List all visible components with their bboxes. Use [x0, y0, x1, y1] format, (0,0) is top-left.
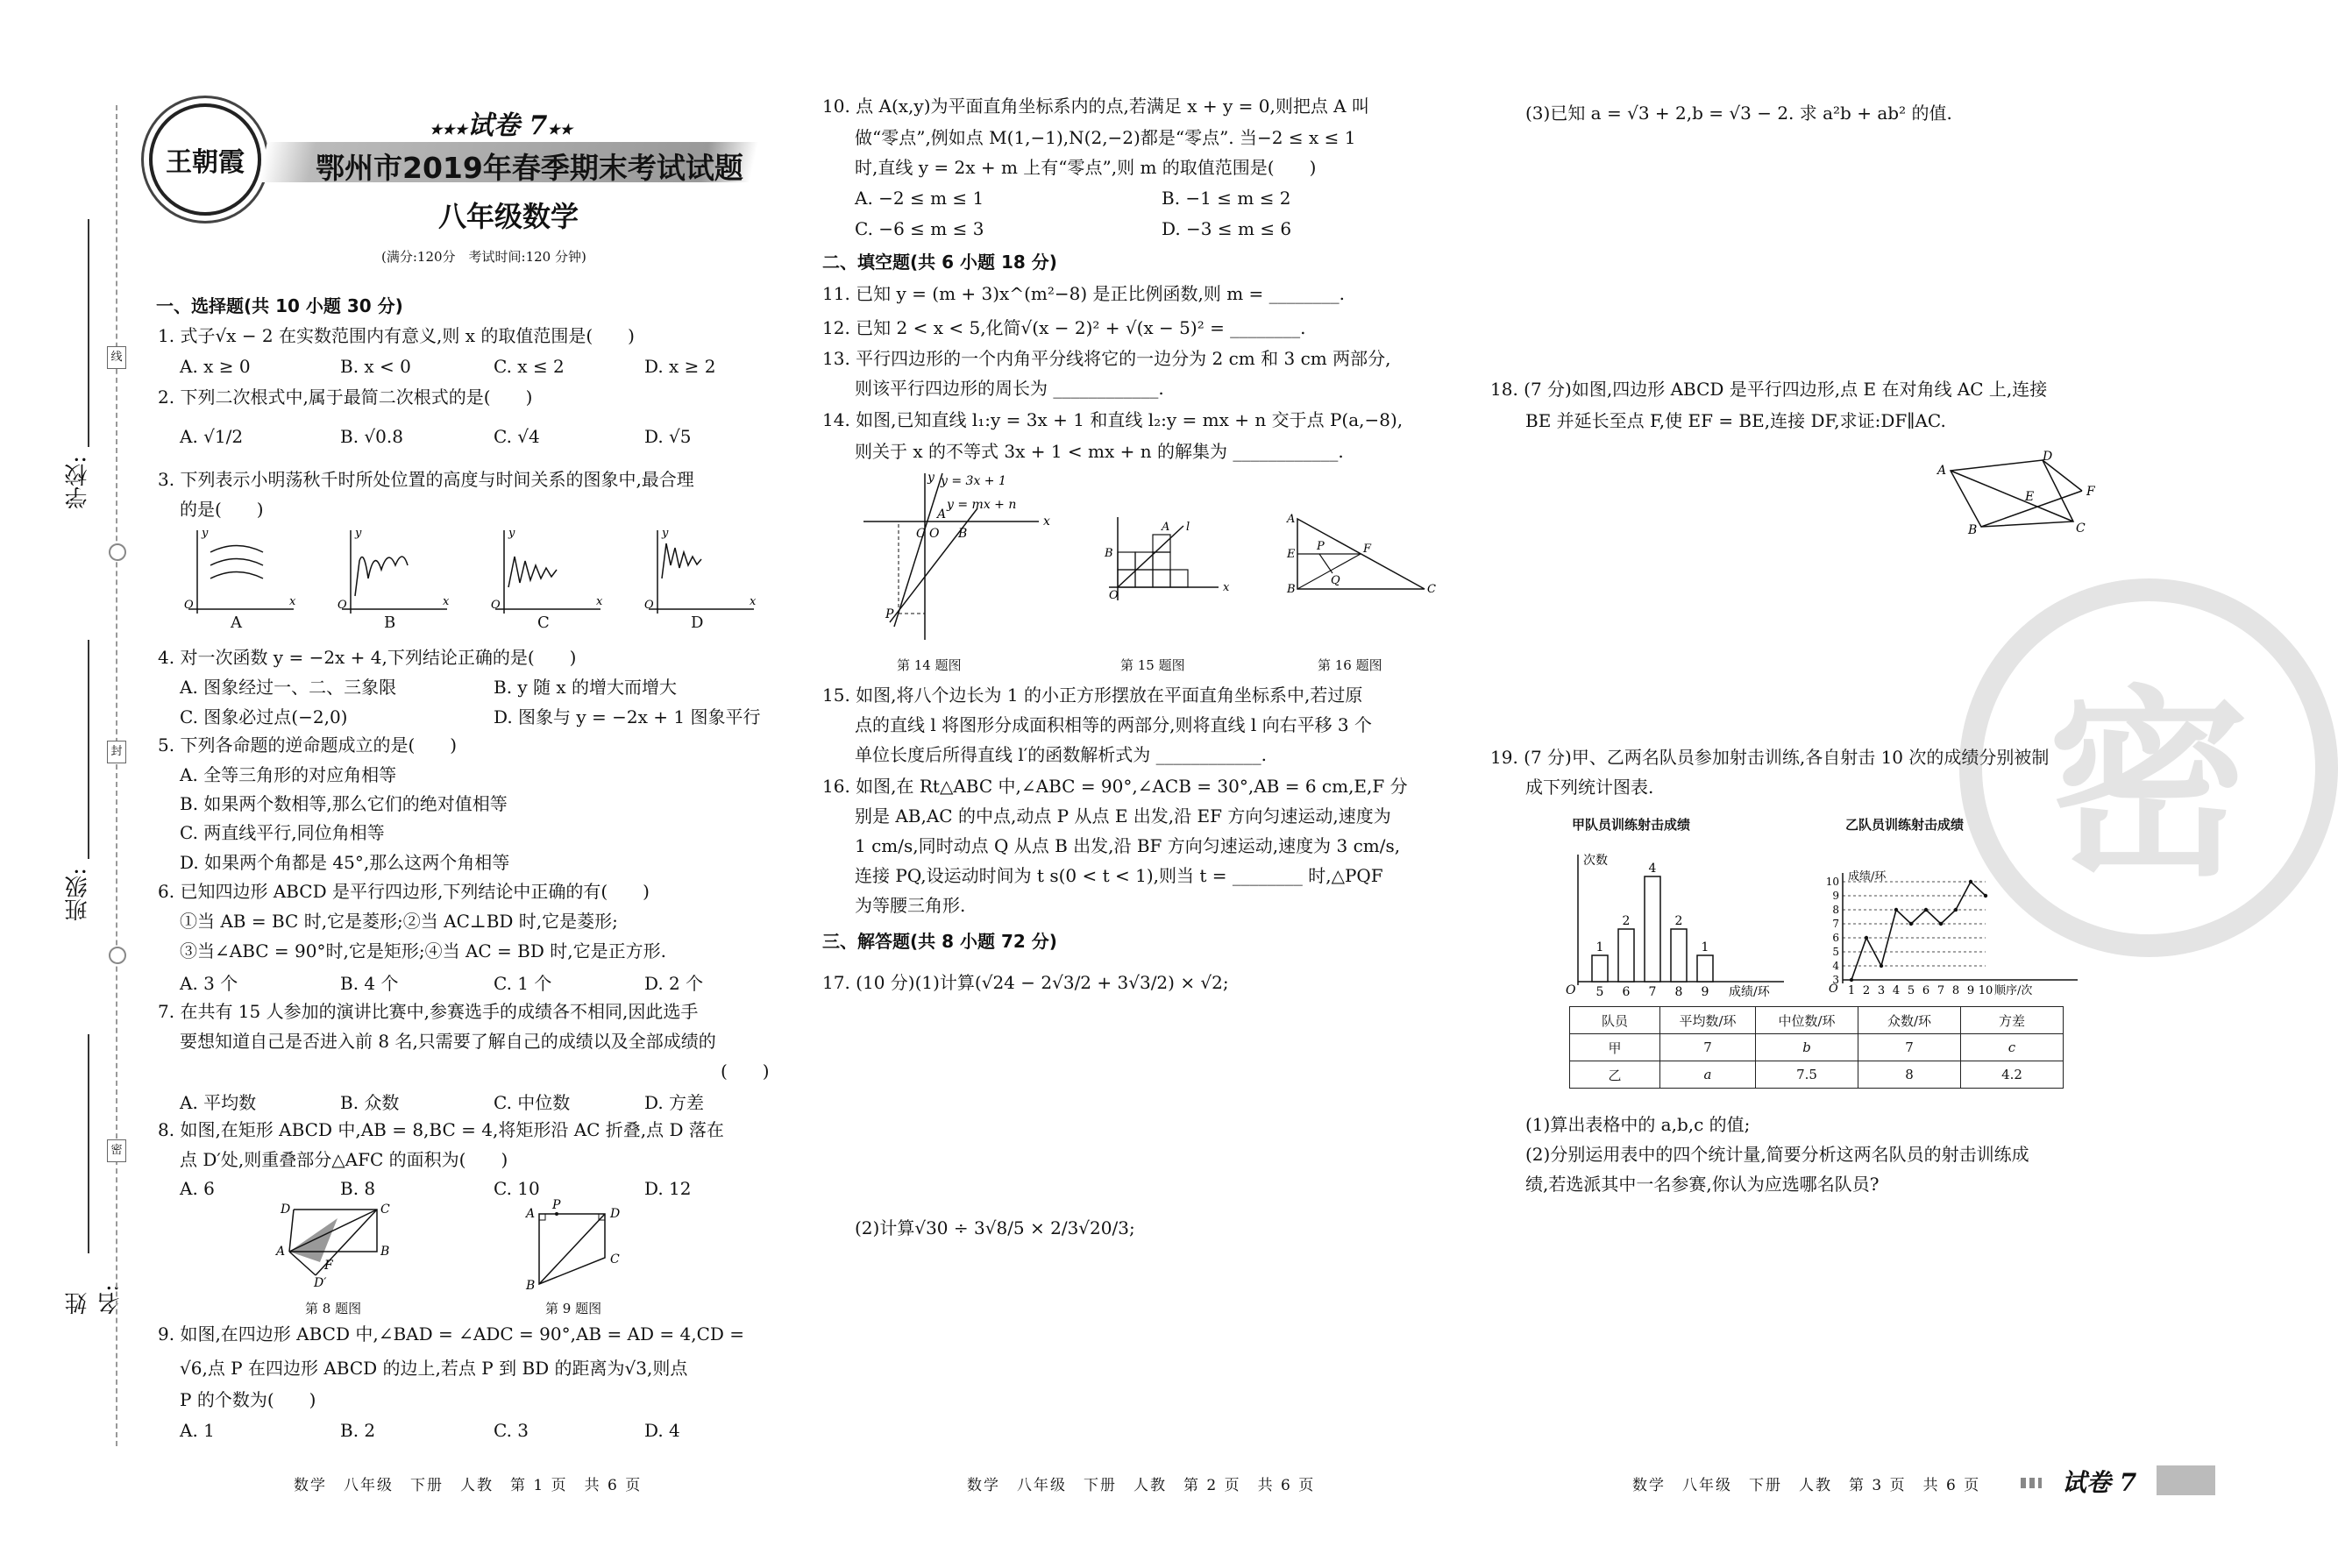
x-tick-label: 3: [1877, 984, 1886, 997]
svg-text:C: C: [1427, 583, 1436, 596]
y-tick-label: 10: [1825, 876, 1839, 888]
svg-text:y: y: [508, 527, 515, 540]
figure-9: [517, 1196, 649, 1293]
footer-page-1: 数学 八年级 下册 人教 第 1 页 共 6 页: [294, 1477, 643, 1494]
table-cell: 7: [1858, 1034, 1961, 1061]
question-14-line1: 14. 如图,已知直线 l₁:y = 3x + 1 和直线 l₂:y = mx + n 交于点 P(a,−8),: [822, 409, 1404, 430]
x-tick-label: 1: [1847, 984, 1856, 997]
name-label: 姓名:: [65, 1284, 124, 1315]
question-4: 4. 对一次函数 y = −2x + 4,下列结论正确的是( ): [158, 647, 577, 668]
x-tick-label: 9: [1966, 984, 1975, 997]
y-axis-label: 次数: [1583, 854, 1608, 868]
svg-text:C: C: [610, 1252, 620, 1266]
bar: [1592, 955, 1608, 982]
y-tick-label: 4: [1832, 960, 1839, 972]
svg-text:B: B: [1287, 583, 1296, 596]
data-point: [1909, 922, 1913, 926]
q9-option-c: C. 3: [494, 1420, 529, 1441]
q4-option-c: C. 图象必过点(−2,0): [180, 706, 348, 727]
q5-option-b: B. 如果两个数相等,那么它们的绝对值相等: [180, 793, 508, 814]
question-10-line2: 做“零点”,例如点 M(1,−1),N(2,−2)都是“零点”. 当−2 ≤ x ≤ 1: [855, 127, 1356, 148]
q8-option-c: C. 10: [494, 1178, 540, 1199]
table-header-cell: 平均数/环: [1660, 1007, 1756, 1034]
bar: [1697, 955, 1713, 982]
svg-text:B: B: [1105, 547, 1113, 560]
x-tick-label: 10: [1978, 984, 1993, 997]
exam-title: 鄂州市2019年春季期末考试试题: [316, 151, 743, 185]
q7-option-a: A. 平均数: [180, 1092, 257, 1113]
q5-option-a: A. 全等三角形的对应角相等: [180, 764, 397, 785]
x-tick-label: 6: [1922, 984, 1930, 997]
question-6-line3: ③当∠ABC = 90°时,它是矩形;④当 AC = BD 时,它是正方形.: [180, 940, 666, 961]
table-cell: a: [1660, 1061, 1756, 1089]
q2-option-d: D. √5: [644, 426, 692, 447]
q3-graph-d: [644, 527, 757, 614]
q9-option-a: A. 1: [180, 1420, 215, 1441]
svg-text:D: D: [281, 1203, 291, 1217]
series-line: [1851, 882, 1986, 980]
q3-label-b: B: [384, 614, 396, 632]
figure-15-caption: 第 15 题图: [1120, 657, 1185, 673]
svg-text:x: x: [750, 595, 757, 608]
q10-option-b: B. −1 ≤ m ≤ 2: [1162, 188, 1291, 209]
y-tick-label: 5: [1832, 946, 1839, 958]
y-tick-label: 3: [1832, 974, 1839, 986]
x-tick-label: 4: [1892, 984, 1901, 997]
svg-text:y: y: [355, 527, 362, 540]
chart1-title: 甲队员训练射击成绩: [1572, 817, 1691, 833]
bar-value-label: 4: [1648, 862, 1657, 876]
svg-text:F: F: [324, 1259, 333, 1273]
q3-graph-a: [184, 527, 296, 614]
q4-option-d: D. 图象与 y = −2x + 1 图象平行: [494, 706, 761, 727]
question-11: 11. 已知 y = (m + 3)x^(m²−8) 是正比例函数,则 m = ________.: [822, 283, 1346, 304]
class-label: 班级:: [65, 868, 91, 921]
svg-text:x: x: [1043, 514, 1050, 529]
section-fill: 二、填空题(共 6 小题 18 分): [822, 252, 1057, 273]
q5-option-c: C. 两直线平行,同位角相等: [180, 822, 385, 843]
svg-text:l: l: [1186, 521, 1190, 534]
svg-text:O: O: [338, 599, 347, 612]
q2-option-a: A. √1/2: [180, 426, 244, 447]
question-6-line2: ①当 AB = BC 时,它是菱形;②当 AC⊥BD 时,它是菱形;: [180, 911, 618, 932]
bar: [1618, 929, 1634, 982]
chart-jia-bar: [1543, 841, 1806, 999]
question-10-line3: 时,直线 y = 2x + m 上有“零点”,则 m 的取值范围是( ): [855, 157, 1317, 178]
svg-text:A: A: [276, 1245, 286, 1259]
svg-text:D′: D′: [314, 1276, 327, 1290]
table-cell: 甲: [1570, 1034, 1660, 1061]
q4-option-a: A. 图象经过一、二、三象限: [180, 677, 397, 698]
svg-text:Q: Q: [1331, 574, 1340, 587]
corner-decor: [2021, 1478, 2042, 1488]
q6-option-a: A. 3 个: [180, 973, 238, 994]
q4-option-b: B. y 随 x 的增大而增大: [494, 677, 678, 698]
x-tick-label: 7: [1936, 984, 1945, 997]
data-point: [1924, 908, 1928, 912]
question-16-line3: 1 cm/s,同时动点 Q 从点 B 出发,沿 BF 方向匀速运动,速度为 3 cm/s,: [855, 835, 1401, 856]
question-13-line2: 则该平行四边形的周长为 ____________.: [855, 378, 1164, 399]
svg-text:B: B: [1968, 523, 1978, 537]
svg-text:E: E: [1287, 548, 1296, 561]
q7-option-c: C. 中位数: [494, 1092, 571, 1113]
bar-value-label: 2: [1674, 914, 1683, 928]
corner-bar: [2157, 1465, 2215, 1495]
table-row: [1570, 1061, 2064, 1089]
question-9-line2: √6,点 P 在四边形 ABCD 的边上,若点 P 到 BD 的距离为√3,则点: [180, 1358, 688, 1379]
question-17-part1: 17. (10 分)(1)计算(√24 − 2√3/2 + 3√3/2) × √2;: [822, 972, 1229, 993]
question-9-line3: P 的个数为( ): [180, 1389, 316, 1410]
question-12: 12. 已知 2 < x < 5,化简√(x − 2)² + √(x − 5)² = ________.: [822, 317, 1306, 338]
q10-option-c: C. −6 ≤ m ≤ 3: [855, 218, 984, 239]
data-point: [1969, 880, 1972, 883]
table-header-cell: 方差: [1961, 1007, 2064, 1034]
svg-text:B: B: [526, 1279, 536, 1293]
question-16-line1: 16. 如图,在 Rt△ABC 中,∠ABC = 90°,∠ACB = 30°,AB = 6 cm,E,F 分: [822, 776, 1408, 797]
q5-option-d: D. 如果两个角都是 45°,那么这两个角相等: [180, 852, 510, 873]
svg-text:A: A: [526, 1207, 536, 1221]
bar: [1645, 876, 1660, 982]
question-18-line2: BE 并延长至点 F,使 EF = BE,连接 DF,求证:DF∥AC.: [1525, 410, 1946, 431]
svg-text:B: B: [380, 1245, 390, 1259]
figure-15: [1096, 513, 1230, 609]
svg-text:C: C: [2076, 521, 2086, 536]
section-choice: 一、选择题(共 10 小题 30 分): [156, 295, 403, 316]
data-point: [1954, 908, 1958, 912]
x-tick-label: 2: [1862, 984, 1871, 997]
x-tick-label: 7: [1648, 985, 1657, 999]
paper-label: ★★★试卷 7★★: [430, 110, 573, 141]
question-18-line1: 18. (7 分)如图,四边形 ABCD 是平行四边形,点 E 在对角线 AC 上,连接: [1490, 379, 2048, 400]
x-tick-label: 5: [1907, 984, 1915, 997]
logo-seal-icon: [149, 103, 261, 216]
data-point: [1850, 978, 1853, 982]
x-tick-label: 6: [1622, 985, 1631, 999]
question-7-line2: 要想知道自己是否进入前 8 名,只需要了解自己的成绩以及全部成绩的: [180, 1031, 716, 1052]
bar-value-label: 1: [1701, 940, 1709, 954]
svg-text:x: x: [596, 595, 603, 608]
svg-text:E: E: [2025, 490, 2035, 504]
question-8-line1: 8. 如图,在矩形 ABCD 中,AB = 8,BC = 4,将矩形沿 AC 折叠,点 D 落在: [158, 1119, 724, 1140]
svg-text:y = 3x + 1: y = 3x + 1: [941, 474, 1006, 488]
y-tick-label: 9: [1832, 890, 1839, 902]
table-header-cell: 队员: [1570, 1007, 1660, 1034]
q3-label-a: A: [231, 614, 242, 632]
table-row: [1570, 1034, 2064, 1061]
q10-option-d: D. −3 ≤ m ≤ 6: [1162, 218, 1292, 239]
question-7-bracket: ( ): [721, 1061, 770, 1082]
table-cell: c: [1961, 1034, 2064, 1061]
svg-text:B: B: [958, 527, 968, 541]
q2-option-c: C. √4: [494, 426, 540, 447]
question-15-line3: 单位长度后所得直线 l′的函数解析式为 ____________.: [855, 744, 1268, 765]
binding-hole-icon: [109, 543, 126, 561]
q1-option-a: A. x ≥ 0: [180, 356, 251, 377]
q3-graph-b: [338, 527, 450, 614]
q8-option-d: D. 12: [644, 1178, 692, 1199]
data-point: [1865, 936, 1868, 940]
svg-text:F: F: [1363, 543, 1372, 556]
table-cell: 8: [1858, 1061, 1961, 1089]
svg-text:x: x: [443, 595, 450, 608]
figure-8-caption: 第 8 题图: [305, 1301, 362, 1316]
question-13-line1: 13. 平行四边形的一个内角平分线将它的一边分为 2 cm 和 3 cm 两部分,: [822, 348, 1391, 369]
x-tick-label: 5: [1595, 985, 1604, 999]
q1-option-b: B. x < 0: [340, 356, 411, 377]
svg-text:D: D: [610, 1207, 621, 1221]
binding-mark-feng: 封: [107, 741, 126, 763]
question-19-sub1: (1)算出表格中的 a,b,c 的值;: [1525, 1114, 1751, 1135]
question-1: 1. 式子√x − 2 在实数范围内有意义,则 x 的取值范围是( ): [158, 325, 635, 346]
bar-value-label: 1: [1595, 940, 1604, 954]
question-19-line2: 成下列统计图表.: [1525, 777, 1654, 798]
question-14-line2: 则关于 x 的不等式 3x + 1 < mx + n 的解集为 ____________.: [855, 441, 1344, 462]
svg-text:F: F: [2086, 485, 2095, 499]
x-tick-label: 8: [1674, 985, 1683, 999]
question-16-line2: 别是 AB,AC 的中点,动点 P 从点 E 出发,沿 EF 方向匀速运动,速度为: [855, 805, 1391, 827]
figure-16-caption: 第 16 题图: [1318, 657, 1382, 673]
question-8-line2: 点 D′处,则重叠部分△AFC 的面积为( ): [180, 1149, 508, 1170]
fold-line: [116, 105, 117, 1446]
svg-text:O: O: [184, 599, 194, 612]
figure-8: [272, 1201, 412, 1288]
table-cell: b: [1756, 1034, 1858, 1061]
figure-14-caption: 第 14 题图: [897, 657, 962, 673]
figure-14: [863, 469, 1056, 644]
school-label: 学校:: [65, 456, 91, 509]
data-point: [1984, 894, 1987, 898]
svg-text:y = mx + n: y = mx + n: [947, 498, 1017, 512]
q8-option-a: A. 6: [180, 1178, 215, 1199]
table-cell: 4.2: [1961, 1061, 2064, 1089]
chart2-title: 乙队员训练射击成绩: [1845, 817, 1965, 833]
q10-option-a: A. −2 ≤ m ≤ 1: [855, 188, 984, 209]
svg-text:O: O: [1109, 589, 1119, 602]
question-5: 5. 下列各命题的逆命题成立的是( ): [158, 734, 458, 756]
corner-paper-label: 试卷 7: [2062, 1468, 2137, 1497]
q3-graphs: [171, 526, 767, 640]
question-10-line1: 10. 点 A(x,y)为平面直角坐标系内的点,若满足 x + y = 0,则把点 A 叫: [822, 96, 1369, 117]
stats-table: [1569, 1006, 2064, 1089]
table-header-cell: 众数/环: [1858, 1007, 1961, 1034]
svg-text:C: C: [916, 527, 926, 541]
table-cell: 7: [1660, 1034, 1756, 1061]
question-9-line1: 9. 如图,在四边形 ABCD 中,∠BAD = ∠ADC = 90°,AB = AD = 4,CD =: [158, 1323, 745, 1345]
question-19-sub2-line1: (2)分别运用表中的四个统计量,简要分析这两名队员的射击训练成: [1525, 1144, 2029, 1165]
figure-18: [1929, 451, 2104, 539]
x-tick-label: 8: [1951, 984, 1960, 997]
q7-option-b: B. 众数: [340, 1092, 400, 1113]
binding-hole-icon: [109, 947, 126, 964]
q1-option-d: D. x ≥ 2: [644, 356, 716, 377]
binding-mark-mi: 密: [107, 1139, 126, 1162]
svg-text:C: C: [380, 1203, 390, 1217]
svg-text:x: x: [289, 595, 296, 608]
question-16-line5: 为等腰三角形.: [855, 895, 966, 916]
svg-text:P: P: [1317, 540, 1325, 553]
q7-option-d: D. 方差: [644, 1092, 705, 1113]
figure-9-caption: 第 9 题图: [545, 1301, 602, 1316]
question-19-line1: 19. (7 分)甲、乙两名队员参加射击训练,各自射击 10 次的成绩分别被制: [1490, 747, 2050, 768]
q1-option-c: C. x ≤ 2: [494, 356, 565, 377]
question-16-line4: 连接 PQ,设运动时间为 t s(0 < t < 1),则当 t = ________ 时,△PQF: [855, 865, 1383, 886]
svg-text:A: A: [1937, 464, 1947, 478]
svg-text:y: y: [927, 471, 934, 485]
data-point: [1939, 922, 1943, 926]
svg-text:O: O: [644, 599, 654, 612]
logo-text: 王朝霞: [166, 147, 245, 178]
origin-label: O: [1829, 983, 1838, 996]
x-tick-label: 9: [1701, 985, 1709, 999]
svg-text:P: P: [885, 607, 894, 621]
q6-option-b: B. 4 个: [340, 973, 399, 994]
binding-mark-xian: 线: [107, 346, 126, 369]
q3-label-c: C: [537, 614, 550, 632]
chart-yi-line: [1823, 841, 2095, 995]
binding-strip: [53, 219, 124, 1315]
exam-meta: (满分:120分 考试时间:120 分钟): [381, 249, 586, 265]
question-19-sub2-line2: 绩,若选派其中一名参赛,你认为应选哪名队员?: [1525, 1174, 1880, 1195]
data-point: [1880, 964, 1883, 968]
x-axis-label: 成绩/环: [1729, 985, 1770, 999]
q9-option-b: B. 2: [340, 1420, 376, 1441]
question-7-line1: 7. 在共有 15 人参加的演讲比赛中,参赛选手的成绩各不相同,因此选手: [158, 1001, 699, 1022]
svg-text:A: A: [1162, 521, 1170, 534]
q8-option-b: B. 8: [340, 1178, 376, 1199]
q2-option-b: B. √0.8: [340, 426, 403, 447]
q9-option-d: D. 4: [644, 1420, 680, 1441]
question-6-line1: 6. 已知四边形 ABCD 是平行四边形,下列结论中正确的有( ): [158, 881, 650, 902]
question-17-part2: (2)计算√30 ÷ 3√8/5 × 2/3√20/3;: [855, 1217, 1135, 1238]
q3-graph-c: [491, 527, 603, 614]
bar: [1671, 929, 1687, 982]
svg-text:y: y: [202, 527, 209, 540]
x-axis-label: 顺序/次: [1994, 984, 2033, 997]
origin-label: O: [1566, 983, 1576, 997]
y-tick-label: 7: [1832, 918, 1839, 930]
bar-value-label: 2: [1622, 914, 1631, 928]
table-cell: 7.5: [1756, 1061, 1858, 1089]
table-header-row: [1570, 1007, 2064, 1034]
y-tick-label: 6: [1832, 932, 1839, 944]
footer-page-3: 数学 八年级 下册 人教 第 3 页 共 6 页: [1632, 1477, 1981, 1494]
table-header-cell: 中位数/环: [1756, 1007, 1858, 1034]
data-point: [1894, 908, 1898, 912]
question-3-line1: 3. 下列表示小明荡秋千时所处位置的高度与时间关系的图象中,最合理: [158, 469, 694, 490]
svg-text:D: D: [2043, 450, 2053, 464]
svg-text:A: A: [937, 507, 947, 521]
svg-text:O: O: [929, 527, 940, 541]
q6-option-d: D. 2 个: [644, 973, 704, 994]
q6-option-c: C. 1 个: [494, 973, 552, 994]
question-15-line1: 15. 如图,将八个边长为 1 的小正方形摆放在平面直角坐标系中,若过原: [822, 685, 1363, 706]
y-tick-label: 8: [1832, 904, 1839, 916]
question-17-part3: (3)已知 a = √3 + 2,b = √3 − 2. 求 a²b + ab² 的值.: [1525, 103, 1952, 124]
svg-text:O: O: [491, 599, 501, 612]
y-axis-label: 成绩/环: [1848, 870, 1887, 883]
seal-text: 密: [2047, 669, 2249, 904]
question-2: 2. 下列二次根式中,属于最简二次根式的是( ): [158, 387, 533, 408]
svg-text:P: P: [552, 1198, 561, 1212]
table-cell: 乙: [1570, 1061, 1660, 1089]
q3-label-d: D: [691, 614, 704, 632]
figure-16: [1280, 510, 1438, 607]
svg-text:x: x: [1223, 581, 1230, 594]
svg-text:y: y: [662, 527, 669, 540]
footer-page-2: 数学 八年级 下册 人教 第 2 页 共 6 页: [967, 1477, 1316, 1494]
svg-text:A: A: [1287, 513, 1296, 526]
exam-subject: 八年级数学: [438, 200, 579, 233]
section-answer: 三、解答题(共 8 小题 72 分): [822, 931, 1057, 952]
question-3-line2: 的是( ): [180, 499, 264, 520]
question-15-line2: 点的直线 l 将图形分成面积相等的两部分,则将直线 l 向右平移 3 个: [855, 714, 1373, 735]
